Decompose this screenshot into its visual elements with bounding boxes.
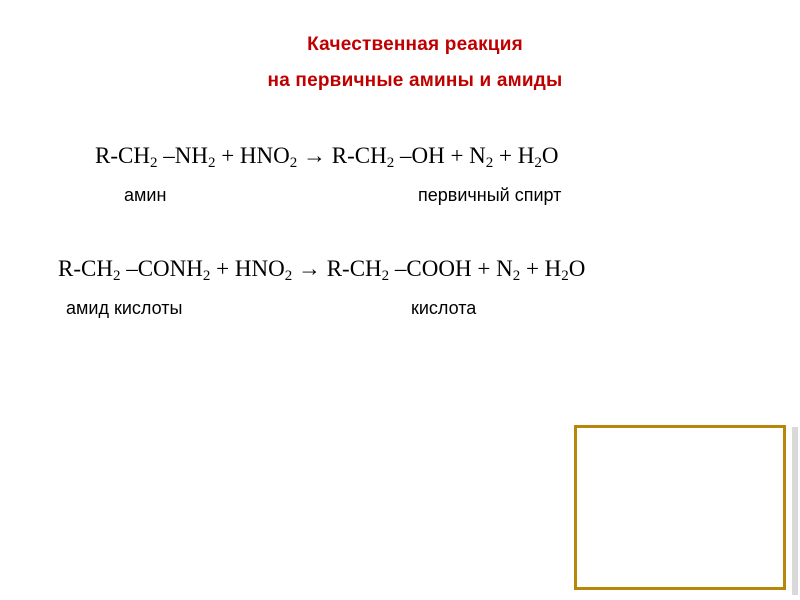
subscript: 2	[112, 268, 121, 284]
dash: -	[73, 256, 82, 281]
water: + H	[520, 256, 562, 281]
ch-group: CH	[81, 256, 113, 281]
slide-title-line-2: на первичные амины и амиды	[267, 70, 563, 91]
radical: R	[95, 143, 111, 168]
reagent: + HNO	[210, 256, 285, 281]
oxygen: O	[541, 143, 559, 168]
water: + H	[493, 143, 535, 168]
dash: -	[342, 256, 350, 281]
subscript: 2	[512, 268, 521, 284]
amide-group: –CONH	[120, 256, 203, 281]
amine-group: –NH	[157, 143, 208, 168]
radical: R	[331, 143, 348, 168]
label-primary-alcohol: первичный спирт	[418, 185, 562, 205]
ch-group: CH	[118, 143, 150, 168]
label-amine: амин	[124, 185, 167, 205]
empty-frame-box	[574, 425, 786, 590]
reagent: + HNO	[215, 143, 290, 168]
product-group: –OH + N	[394, 143, 486, 168]
subscript: 2	[202, 268, 211, 284]
radical: R	[326, 256, 343, 281]
ch-group: CH	[349, 256, 382, 281]
dash: -	[110, 143, 119, 168]
frame-shadow	[792, 427, 798, 595]
subscript: 2	[386, 155, 395, 171]
dash: -	[347, 143, 355, 168]
subscript: 2	[485, 155, 494, 171]
subscript: 2	[561, 268, 569, 284]
equation-amide	[58, 256, 586, 284]
subscript: 2	[149, 155, 158, 171]
label-acid: кислота	[411, 298, 477, 318]
slide-title-line-1: Качественная реакция	[307, 34, 523, 55]
subscript: 2	[289, 155, 298, 171]
subscript: 2	[284, 268, 293, 284]
subscript: 2	[534, 155, 542, 171]
subscript: 2	[207, 155, 216, 171]
product-group: –COOH + N	[389, 256, 513, 281]
equation-amine	[95, 143, 559, 171]
radical: R	[58, 256, 74, 281]
ch-group: CH	[354, 143, 387, 168]
subscript: 2	[381, 268, 390, 284]
oxygen: O	[568, 256, 586, 281]
label-acid-amide: амид кислоты	[66, 298, 183, 318]
reaction-arrow: →	[297, 143, 332, 168]
reaction-arrow: →	[292, 256, 327, 281]
